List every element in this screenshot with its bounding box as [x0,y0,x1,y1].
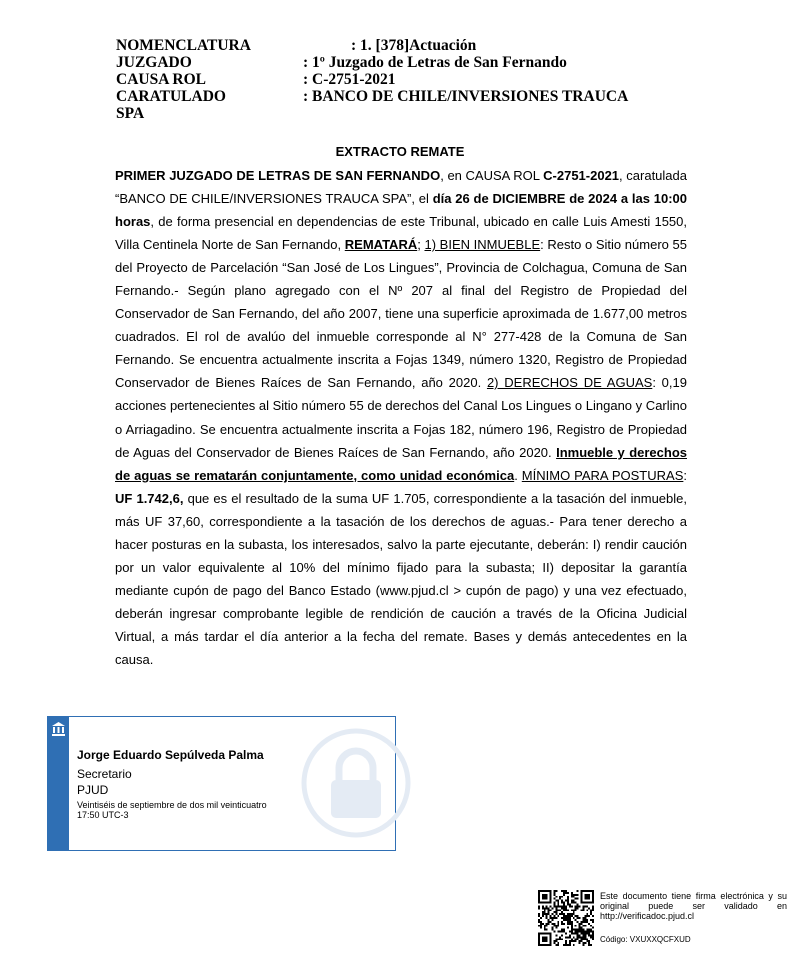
minimum-bid-amount: UF 1.742,6, [115,490,184,506]
institution-icon [51,721,66,742]
qr-code [538,890,594,946]
body-text: : Resto o Sitio número 55 del Proyecto de Parcelación “San José de Los Lingues”, Provincia de Colchagua, Comuna de San Fernando.- Según plano agregado con el Nº 207 al final del Registro de Propiedad del Conservador de San Fernando, del año 2007, tiene una superficie aproximada de 1.677,00 metros cuadrados. El rol de avalúo del inmueble corresponde al N° 277-428 de la Comuna de San Fernando. Se encuentra actualmente inscrita a Fojas 1349, número 1320, Registro de Propiedad Conservador de Bienes Raíces de San Fernando, año 2020. [115,237,687,391]
nomenclatura-label: NOMENCLATURA [116,37,251,54]
section-derechos-aguas: 2) DERECHOS DE AGUAS [486,375,653,391]
lock-icon [301,728,411,843]
caratulado-continuation: SPA [116,105,145,122]
signature-box [47,716,396,851]
caratulado-label: CARATULADO [116,88,226,105]
case-number: C-2751-2021 [543,168,620,183]
nomenclatura-value: : 1. [378]Actuación [351,37,477,54]
signature-date: Veintiséis de septiembre de dos mil veinticuatro [77,800,267,810]
body-text: , en CAUSA ROL [440,168,544,183]
signer-organization: PJUD [77,783,109,797]
header-row-caratulado-cont [116,105,686,122]
causa-value: : C-2751-2021 [303,71,396,88]
verification-code: Código: VXUXXQCFXUD [600,935,691,944]
signer-name: Jorge Eduardo Sepúlveda Palma [77,748,264,762]
document-body [115,164,687,671]
body-text: que es el resultado de la suma UF 1.705, correspondiente a la tasación del inmueble, más UF 37,60, correspondiente a la tasación de los derechos de aguas.- Para tener derecho a hacer posturas en la subasta, los interesados, salvo la parte ejecutante, deberán: I) rendir caución por un valor equivalente al 10% del mínimo fijado para la subasta; II) depositar la garantía mediante cupón de pago del Banco Estado (www.pjud.cl > cupón de pago) y una vez efectuado, deberán ingresar comprobante legible de rendición de caución a través de la Oficina Judicial Virtual, a más tardar el día anterior a la fecha del remate. Bases y demás antecedentes en la causa. [115,490,687,667]
header-row-nomenclatura [116,37,686,54]
signature-time: 17:50 UTC-3 [77,810,129,820]
signer-role: Secretario [77,767,132,781]
body-text: , caratulada “BANCO DE CHILE/INVERSIONES TRAUCA SPA”, el [115,168,687,207]
caratulado-value: : BANCO DE CHILE/INVERSIONES TRAUCA [303,88,629,105]
header-row-juzgado [116,54,686,71]
joint-auction-note: Inmueble y derechos de aguas se rematarán conjuntamente, como unidad económica [115,444,687,483]
header-row-caratulado [116,88,686,105]
rematara-keyword: REMATARÁ [344,237,418,253]
case-header [116,37,686,122]
body-text: : 0,19 acciones pertenecientes al Sitio número 55 de derechos del Canal Los Lingues o Lingano y Carlino o Arriagadino. Se encuentra actualmente inscrita a Fojas 182, número 196, Registro de Propiedad de Aguas del Conservador de Bienes Raíces de San Fernando, año 2020. [115,375,687,460]
body-text: . [514,467,522,483]
verification-notice: Este documento tiene firma electrónica y su original puede ser validado en http://verificadoc.pjud.cl [600,891,787,921]
section-minimo-posturas: MÍNIMO PARA POSTURAS [521,467,684,483]
juzgado-label: JUZGADO [116,54,192,71]
body-text: ; [417,237,425,253]
causa-label: CAUSA ROL [116,71,207,88]
header-row-causa [116,71,686,88]
body-text: , de forma presencial en dependencias de este Tribunal, ubicado en calle Luis Amesti 1550, Villa Centinela Norte de San Fernando, [115,214,687,253]
court-name: PRIMER JUZGADO DE LETRAS DE SAN FERNANDO [115,168,441,183]
body-text: : [683,467,687,483]
document-title: EXTRACTO REMATE [335,144,465,159]
section-bien-inmueble: 1) BIEN INMUEBLE [424,237,541,253]
signature-timestamp [77,800,337,820]
juzgado-value: : 1º Juzgado de Letras de San Fernando [303,54,567,71]
auction-date: día 26 de DICIEMBRE de 2024 a las 10:00 horas [115,191,687,230]
